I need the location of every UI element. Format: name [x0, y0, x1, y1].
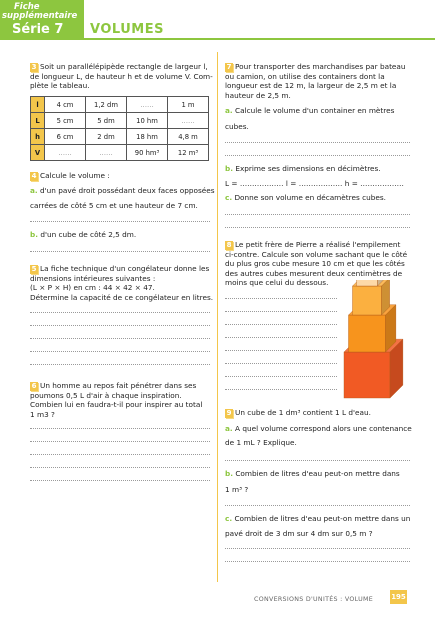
answer-line [225, 350, 337, 351]
ex6-text: Un homme au repos fait pénétrer dans ses [40, 381, 197, 390]
table-cell: 1,2 dm [86, 97, 127, 113]
question-label: a. [225, 106, 233, 115]
answer-line [30, 251, 210, 252]
table-cell: 5 cm [45, 113, 86, 129]
table-cell: 18 hm [127, 129, 168, 145]
question-label: a. [225, 423, 233, 433]
exercise-number: 6 [31, 381, 37, 390]
ex9-b [225, 469, 415, 494]
answer-line [225, 142, 410, 143]
ex8-text: moins que celui du dessous. [225, 278, 329, 287]
answer-line [225, 561, 410, 562]
answer-line [225, 363, 337, 364]
ex6-text: Combien lui en faudra-t-il pour inspirer au total [30, 400, 203, 409]
answer-line [225, 311, 337, 312]
answer-line [30, 351, 210, 352]
exercise-7 [225, 62, 415, 131]
table-cell: 12 m³ [168, 145, 209, 161]
answer-line [225, 460, 410, 461]
table-cell: 90 hm³ [127, 145, 168, 161]
exercise-5 [30, 264, 215, 302]
answer-line [30, 467, 210, 468]
ex4-a-text: d'un pavé droit possédant deux faces opposées [40, 185, 215, 195]
table-cell: 4 cm [45, 97, 86, 113]
answer-line [30, 454, 210, 455]
table-cell: 1 m [168, 97, 209, 113]
answer-line [30, 325, 210, 326]
question-label: b. [30, 230, 38, 239]
table-cell: 2 dm [86, 129, 127, 145]
ex8-text: Le petit frère de Pierre a réalisé l'empilement [235, 240, 401, 249]
answer-line [30, 480, 210, 481]
answer-line [225, 505, 410, 506]
table-row [31, 145, 209, 161]
exercise-number: 4 [31, 171, 37, 180]
ex8-text: ci-contre. Calcule son volume sachant que le côté [225, 249, 408, 259]
table-row [31, 113, 209, 129]
table-cell: V [31, 145, 45, 161]
ex4-b [30, 230, 215, 240]
answer-line [225, 337, 337, 338]
exercise-number: 8 [226, 240, 232, 249]
answer-line [30, 441, 210, 442]
ex4-a-text: carrées de côté 5 cm et une hauteur de 7 cm. [30, 201, 198, 210]
ex9-b-text: 1 m³ ? [225, 484, 249, 494]
table-cell: …… [127, 97, 168, 113]
exercise-number: 5 [31, 264, 37, 273]
answer-line [225, 155, 410, 156]
table-cell: …… [168, 113, 209, 129]
ex4-b-text: d'un cube de côté 2,5 dm. [40, 230, 137, 239]
ex9-c-text: pavé droit de 3 dm sur 4 dm sur 0,5 m ? [225, 528, 373, 538]
ex9-b-text: Combien de litres d'eau peut-on mettre dans [235, 469, 400, 478]
exercise-9 [225, 408, 415, 448]
exercise-4 [30, 171, 215, 211]
dimension-table [30, 96, 209, 161]
header-rule [84, 38, 435, 40]
ex7-a-text: cubes. [225, 121, 249, 131]
question-label: b. [225, 469, 233, 478]
badge-line-2: supplémentaire [2, 11, 78, 21]
question-label: b. [225, 164, 233, 173]
ex9-title: Un cube de 1 dm³ contient 1 L d'eau. [235, 408, 371, 417]
answer-line [30, 312, 210, 313]
exercise-number: 3 [31, 62, 37, 71]
ex8-text: du plus gros cube mesure 10 cm et que les côtés [225, 259, 405, 268]
ex7-a-text: Calcule le volume d'un container en mètres [235, 106, 395, 115]
answer-line [225, 298, 337, 299]
badge-series: Série 7 [12, 22, 64, 37]
answer-line [225, 376, 337, 377]
ex3-text: plète le tableau. [30, 81, 90, 90]
ex6-text: 1 m3 ? [30, 409, 55, 419]
question-label: c. [225, 193, 233, 202]
question-label: a. [30, 185, 38, 195]
question-label: c. [225, 514, 233, 523]
exercise-6 [30, 381, 215, 419]
cube-face-front [357, 280, 378, 286]
ex9-a-text: A quel volume correspond alors une contenance [235, 423, 412, 433]
page-title: VOLUMES [90, 22, 164, 37]
table-cell: 10 hm [127, 113, 168, 129]
exercise-number: 7 [226, 62, 232, 71]
ex7-c-text: Donne son volume en décamètres cubes. [234, 193, 386, 202]
ex9-a-text: de 1 mL ? Explique. [225, 438, 297, 447]
answer-line [225, 389, 337, 390]
table-cell: …… [45, 145, 86, 161]
ex7-b-text: Exprime ses dimensions en décimètres. [235, 164, 381, 173]
answer-line [225, 214, 410, 215]
page-number: 195 [390, 590, 407, 604]
column-separator [217, 52, 218, 582]
answer-line [30, 221, 210, 222]
ex9-c-text: Combien de litres d'eau peut-on mettre dans un [234, 514, 411, 523]
cube-stack-illustration [340, 280, 412, 400]
answer-line [225, 324, 337, 325]
table-cell: L [31, 113, 45, 129]
exercise-number: 9 [226, 408, 232, 417]
table-cell: 5 dm [86, 113, 127, 129]
cube-face-front [349, 315, 386, 352]
ex6-text: poumons 0,5 L d'air à chaque inspiration. [30, 390, 182, 400]
table-cell: 6 cm [45, 129, 86, 145]
ex7-text: ou camion, on utilise des containers dont la [225, 71, 385, 81]
table-cell: h [31, 129, 45, 145]
answer-line [30, 364, 210, 365]
ex9-c [225, 514, 415, 538]
table-cell: 4,8 m [168, 129, 209, 145]
cube-face-front [344, 352, 390, 398]
table-cell: l [31, 97, 45, 113]
ex7-b [225, 164, 415, 203]
badge-line-1: Fiche [14, 2, 40, 12]
ex5-text: La fiche technique d'un congélateur donne les [40, 264, 210, 273]
answer-line [30, 338, 210, 339]
footer-chapter: CONVERSIONS D'UNITÉS : VOLUME [254, 596, 374, 603]
ex7-text: longueur est de 12 m, la largeur de 2,5 m et la [225, 81, 397, 90]
ex5-text: dimensions intérieures suivantes : [30, 273, 156, 283]
table-row [31, 97, 209, 113]
ex7-dims: L = ……………… l = ……………… h = ……………… [225, 178, 404, 188]
answer-line [30, 428, 210, 429]
table-row [31, 129, 209, 145]
exercise-3 [30, 62, 215, 91]
ex3-text: de longueur L, de hauteur h et de volume V. Com- [30, 71, 213, 81]
answer-line [225, 548, 410, 549]
ex4-title: Calcule le volume : [40, 171, 110, 180]
ex3-text: Soit un parallélépipède rectangle de largeur l, [40, 62, 208, 71]
table-cell: …… [86, 145, 127, 161]
ex8-text: des autres cubes mesurent deux centimètres de [225, 268, 403, 278]
answer-line [225, 227, 410, 228]
ex7-text: Pour transporter des marchandises par bateau [235, 62, 406, 71]
ex5-text: Détermine la capacité de ce congélateur en litres. [30, 292, 214, 302]
ex5-text: (L × P × H) en cm : 44 × 42 × 47. [30, 283, 155, 292]
ex7-text: hauteur de 2,5 m. [225, 90, 291, 100]
cube-face-front [353, 286, 382, 315]
